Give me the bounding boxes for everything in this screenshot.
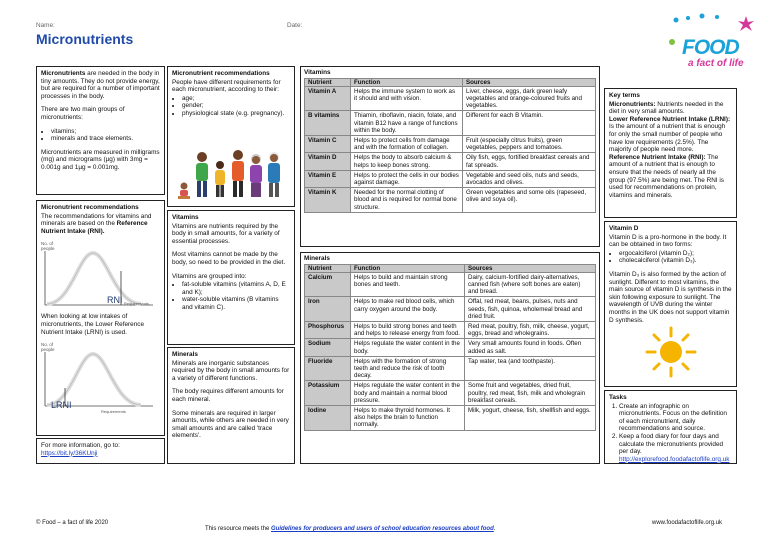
vitamins-title: Vitamins — [172, 214, 199, 221]
sources-cell: Different for each B Vitamin. — [463, 111, 596, 136]
vitamin-d-p1: Vitamin D is a pro-hormone in the body. It can be obtained in two forms: — [609, 233, 727, 249]
recommendations-p2: When looking at low intakes of micronutrients, the Lower Reference Nutrient Intake (LRNI) is used. — [41, 313, 145, 336]
requirement-item: • age; — [182, 95, 290, 103]
more-info-box — [36, 438, 165, 464]
nutrient-cell: Vitamin A — [305, 86, 351, 111]
vitamins-p2: Most vitamins cannot be made by the body, so need to be provided in the diet. — [172, 251, 286, 266]
guidelines-link[interactable]: Guidelines for producers and users of school education resources about food — [271, 526, 494, 532]
sources-cell: Oily fish, eggs, fortified breakfast cereals and fat spreads. — [463, 153, 596, 170]
term-micronutrients: Micronutrients: — [609, 100, 656, 108]
table-row — [305, 153, 596, 170]
col-header: Function — [351, 264, 465, 272]
recommendations-title: Micronutrient recommendations — [41, 204, 139, 211]
table-row — [305, 170, 596, 187]
table-row — [305, 339, 596, 356]
vitamin-group-item: • fat-soluble vitamins (vitamins A, D, E and K); — [182, 281, 290, 296]
col-header: Sources — [465, 264, 596, 272]
sun-icon — [645, 326, 697, 381]
table-row — [305, 381, 596, 406]
nutrient-cell: Calcium — [305, 272, 351, 297]
nutrient-cell: Vitamin K — [305, 188, 351, 213]
recommendations-box — [36, 200, 165, 436]
tasks-link[interactable]: http://explorefood.foodafactoflife.org.uk — [619, 455, 730, 463]
sources-cell: Vegetable and seed oils, nuts and seeds, avocados and olives. — [463, 170, 596, 187]
function-cell: Helps regulate the water content in the body and maintain a normal blood pressure. — [351, 381, 465, 406]
recommendations-p1: The recommendations for vitamins and minerals are based on the Reference Nutrient Intake (RNI). — [41, 212, 152, 235]
sources-cell: Dairy, calcium-fortified dairy-alternatives, canned fish (where soft bones are eaten) and bread. — [465, 272, 596, 297]
tasks-box — [604, 390, 737, 464]
col-header: Nutrient — [305, 264, 351, 272]
nutrient-cell: Phosphorus — [305, 322, 351, 339]
function-cell: Helps the body to absorb calcium & helps to keep bones strong. — [351, 153, 463, 170]
intro-p3: Micronutrients are measured in milligrams (mg) and micrograms (µg) with 3mg = 0.001g and 1µg = 0.001mg. — [41, 148, 160, 171]
minerals-p2: The body requires different amounts for each mineral. — [172, 388, 284, 403]
function-cell: Helps regulate the water content in the body. — [351, 339, 465, 356]
sources-cell: Some fruit and vegetables, dried fruit, poultry, red meat, fish, milk and wholegrain breakfast cereals. — [465, 381, 596, 406]
sources-cell: Milk, yogurt, cheese, fish, shellfish and eggs. — [465, 406, 596, 431]
family-illustration — [172, 143, 290, 203]
table-row — [305, 356, 596, 381]
requirements-title: Micronutrient recommendations — [172, 70, 270, 77]
requirements-p1: People have different requirements for each micronutrient, according to their: — [172, 78, 281, 94]
nutrient-cell: Potassium — [305, 381, 351, 406]
requirement-item: • physiological state (e.g. pregnancy). — [182, 110, 290, 118]
task-item: 2. Keep a food diary for four days and calculate the micronutrients provided per day. — [619, 433, 732, 456]
footer-copyright: © Food – a fact of life 2020 — [36, 520, 109, 526]
minerals-p3: Some minerals are required in larger amounts, while others are needed in very small amounts and are called 'trace elements'. — [172, 409, 289, 440]
sources-cell: Fruit (especially citrus fruits), green vegetables, peppers and tomatoes. — [463, 136, 596, 153]
vitamin-d-box — [604, 221, 737, 387]
table-row — [305, 86, 596, 111]
rni-xlabel: Requirements — [124, 301, 149, 307]
intro-p1: are needed in the body in tiny amounts. They do not provide energy, but are required for a number of important processes in the body. — [41, 70, 160, 100]
nutrient-cell: B vitamins — [305, 111, 351, 136]
vitamins-p1: Vitamins are nutrients required by the body in small amounts, for a variety of essential processes. — [172, 222, 280, 245]
col-header: Function — [351, 78, 463, 86]
logo-tagline: a fact of life — [688, 58, 744, 69]
vitamin-d-p2: Vitamin D₃ is also formed by the action of sunlight. Different to most vitamins, the main source of vitamin D is synthesis in the skin following exposure to sunlight. The wavelength of UVB during the winter months in the UK does not support vitamin D synthesis. — [609, 270, 732, 324]
sources-cell: Red meat, poultry, fish, milk, cheese, yogurt, eggs, bread and wholegrains. — [465, 322, 596, 339]
function-cell: Needed for the normal clotting of blood and is required for normal bone structure. — [351, 188, 463, 213]
intro-box — [36, 66, 165, 195]
term-lrni: Lower Reference Nutrient Intake (LRNI): — [609, 115, 731, 123]
footer-guidelines: This resource meets the Guidelines for producers and users of school education resources about food. — [205, 526, 496, 532]
minerals-table-title: Minerals — [304, 255, 330, 262]
minerals-box — [167, 347, 295, 464]
vitamins-table-box — [300, 66, 600, 247]
intro-p2: There are two main groups of micronutrients: — [41, 106, 125, 121]
vitamin-group-item: • water-soluble vitamins (B vitamins and vitamin C). — [182, 296, 290, 311]
table-row — [305, 136, 596, 153]
col-header: Sources — [463, 78, 596, 86]
vitamin-d-title: Vitamin D — [609, 225, 639, 232]
nutrient-cell: Vitamin D — [305, 153, 351, 170]
nutrient-cell: Iodine — [305, 406, 351, 431]
sources-cell: Green vegetables and some oils (rapeseed, olive and soya oil). — [463, 188, 596, 213]
more-info-link[interactable]: https://bit.ly/36KUnji — [41, 449, 98, 457]
minerals-title: Minerals — [172, 351, 198, 358]
rni-chart — [41, 241, 160, 313]
table-row — [305, 272, 596, 297]
vitamins-p3: Vitamins are grouped into: — [172, 272, 247, 280]
function-cell: Helps with the formation of strong teeth and reduce the risk of tooth decay. — [351, 356, 465, 381]
lrni-xlabel: Requirements — [101, 409, 126, 415]
function-cell: Helps to build and maintain strong bones and teeth. — [351, 272, 465, 297]
table-row — [305, 406, 596, 431]
term-rni: Reference Nutrient Intake (RNI): — [609, 153, 706, 161]
sources-cell: Tap water, tea (and toothpaste). — [465, 356, 596, 381]
nutrient-cell: Fluoride — [305, 356, 351, 381]
table-row — [305, 297, 596, 322]
table-row — [305, 322, 596, 339]
nutrient-cell: Sodium — [305, 339, 351, 356]
function-cell: Helps to protect the cells in our bodies against damage. — [351, 170, 463, 187]
function-cell: Helps to make red blood cells, which carry oxygen around the body. — [351, 297, 465, 322]
function-cell: Helps to make thyroid hormones. It also helps the brain to function normally. — [351, 406, 465, 431]
sources-cell: Very small amounts found in foods. Often added as salt. — [465, 339, 596, 356]
key-terms-box: Key terms Micronutrients: Nutrients needed in the diet in very small amounts. Lower Reference Nutrient Intake (LRNI): Is the amount of a nutrient that is enough for only the small number of people who have low requirements (2.5%). The majority of people need more. Reference Nutrient Intake (RNI): The amount of a nutrient that is enough to ensure that the needs of nearly all the group (97.5%) are being met. The RNI is used for recommendations on protein, vitamins and minerals. — [604, 88, 737, 218]
nutrient-cell: Vitamin C — [305, 136, 351, 153]
lrni-chart — [41, 342, 160, 414]
function-cell: Thiamin, riboflavin, niacin, folate, and vitamin B12 have a range of functions within the body. — [351, 111, 463, 136]
minerals-p1: Minerals are inorganic substances required by the body in small amounts for a variety of different functions. — [172, 359, 290, 382]
sources-cell: Offal, red meat, beans, pulses, nuts and seeds, fish, quinoa, wholemeal bread and dried fruit. — [465, 297, 596, 322]
nutrient-cell: Vitamin E — [305, 170, 351, 187]
group-item: • minerals and trace elements. — [51, 135, 160, 143]
vitamin-d-form: • ergocalciferol (vitamin D₂); — [619, 250, 732, 258]
tasks-title: Tasks — [609, 394, 627, 401]
function-cell: Helps to protect cells from damage and with the formation of collagen. — [351, 136, 463, 153]
group-item: • vitamins; — [51, 128, 160, 136]
table-row — [305, 111, 596, 136]
requirements-box — [167, 66, 295, 207]
footer-website: www.foodafactoflife.org.uk — [652, 520, 723, 526]
vitamin-d-form: • cholecalciferol (vitamin D₃). — [619, 257, 732, 265]
key-terms-title: Key terms — [609, 92, 640, 99]
sources-cell: Liver, cheese, eggs, dark green leafy vegetables and orange-coloured fruits and vegetables. — [463, 86, 596, 111]
requirement-item: • gender; — [182, 102, 290, 110]
rni-chart-ylabel: No. of people — [41, 241, 55, 252]
food-logo — [662, 12, 762, 80]
table-row — [305, 188, 596, 213]
vitamins-table — [304, 78, 596, 213]
logo-word: FOOD — [682, 36, 739, 59]
vitamins-box — [167, 210, 295, 345]
more-info-label: For more information, go to: — [41, 442, 120, 449]
minerals-table-box — [300, 252, 600, 464]
rni-marker: RNI — [107, 295, 123, 306]
lrni-chart-ylabel: No. of people — [41, 342, 55, 353]
function-cell: Helps to build strong bones and teeth and helps to release energy from food. — [351, 322, 465, 339]
function-cell: Helps the immune system to work as it should and with vision. — [351, 86, 463, 111]
task-item: 1. Create an infographic on micronutrients. Focus on the definition of each micronutrient, daily recommendations and source. — [619, 403, 732, 433]
name-label: Name: — [36, 22, 55, 29]
lrni-marker: LRNI — [51, 400, 72, 411]
page-title: Micronutrients — [36, 31, 134, 47]
col-header: Nutrient — [305, 78, 351, 86]
date-label: Date: — [287, 22, 303, 29]
intro-strong: Micronutrients — [41, 70, 86, 77]
vitamins-table-title: Vitamins — [304, 69, 331, 76]
nutrient-cell: Iron — [305, 297, 351, 322]
minerals-table — [304, 264, 596, 431]
